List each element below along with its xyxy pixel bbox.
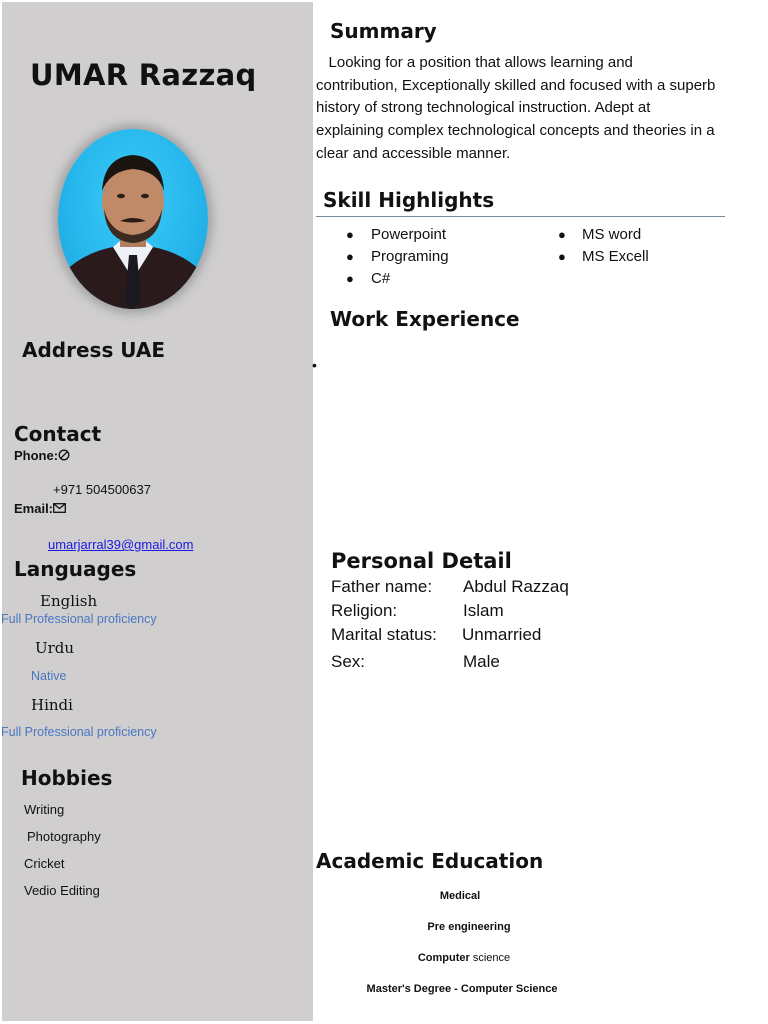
hobby-item: Vedio Editing <box>24 883 100 898</box>
email-label: Email: <box>14 501 54 516</box>
bullet-icon: ● <box>346 271 354 286</box>
languages-heading: Languages <box>14 557 137 581</box>
hobby-item: Photography <box>27 829 101 844</box>
contact-heading: Contact <box>14 422 102 446</box>
skill-item: Programing <box>371 248 449 265</box>
phone-icon <box>58 448 70 463</box>
summary-body: Looking for a position that allows learning and contribution, Exceptionally skilled and focused with a superb history of strong technological instruction. Adept at explaining complex technological concepts and theories in a clear and accessible manner. <box>316 54 716 162</box>
bullet-icon: ● <box>346 249 354 264</box>
skill-item: MS word <box>582 226 642 243</box>
hobby-item: Cricket <box>24 856 65 871</box>
profile-photo <box>58 129 208 309</box>
personal-detail-heading: Personal Detail <box>331 549 512 573</box>
bullet-icon: ● <box>558 249 566 264</box>
language-name: Hindi <box>31 696 73 714</box>
skill-item: C# <box>371 270 391 287</box>
bullet-icon: ● <box>558 227 566 242</box>
address: Address UAE <box>22 338 166 362</box>
phone-number: +971 504500637 <box>53 482 151 497</box>
language-level: Full Professional proficiency <box>1 725 157 739</box>
personal-value: Islam <box>463 601 504 620</box>
email-label-row <box>14 501 66 516</box>
education-heading: Academic Education <box>316 849 544 873</box>
language-level: Full Professional proficiency <box>1 612 157 626</box>
skill-item: MS Excell <box>582 248 649 265</box>
email-link[interactable]: umarjarral39@gmail.com <box>48 537 194 552</box>
work-experience-heading: Work Experience <box>330 307 520 331</box>
skills-divider <box>316 216 725 217</box>
work-experience-bullet: • <box>312 357 317 373</box>
personal-label: Religion: <box>331 601 398 620</box>
language-level: Native <box>31 669 67 683</box>
personal-value: Abdul Razzaq <box>463 577 569 596</box>
phone-label-row <box>14 448 70 463</box>
education-item: Pre engineering <box>427 921 511 933</box>
personal-value: Unmarried <box>462 625 542 644</box>
personal-label: Father name: <box>331 577 433 596</box>
language-name: Urdu <box>35 639 75 657</box>
hobby-item: Writing <box>24 802 65 817</box>
hobbies-heading: Hobbies <box>21 766 113 790</box>
bullet-icon: ● <box>346 227 354 242</box>
personal-label: Sex: <box>331 652 366 671</box>
personal-value: Male <box>463 652 500 671</box>
skills-heading: Skill Highlights <box>323 188 495 212</box>
skill-item: Powerpoint <box>371 226 447 243</box>
candidate-name: UMAR Razzaq <box>30 58 257 92</box>
language-name: English <box>40 592 98 610</box>
envelope-icon <box>53 501 66 516</box>
education-item: Master's Degree - Computer Science <box>366 983 558 995</box>
education-item: Medical <box>439 890 481 902</box>
summary-text <box>316 52 716 166</box>
education-item: Computer science <box>417 952 511 964</box>
summary-heading: Summary <box>330 19 437 43</box>
personal-label: Marital status: <box>331 625 437 644</box>
phone-label: Phone: <box>14 448 59 463</box>
